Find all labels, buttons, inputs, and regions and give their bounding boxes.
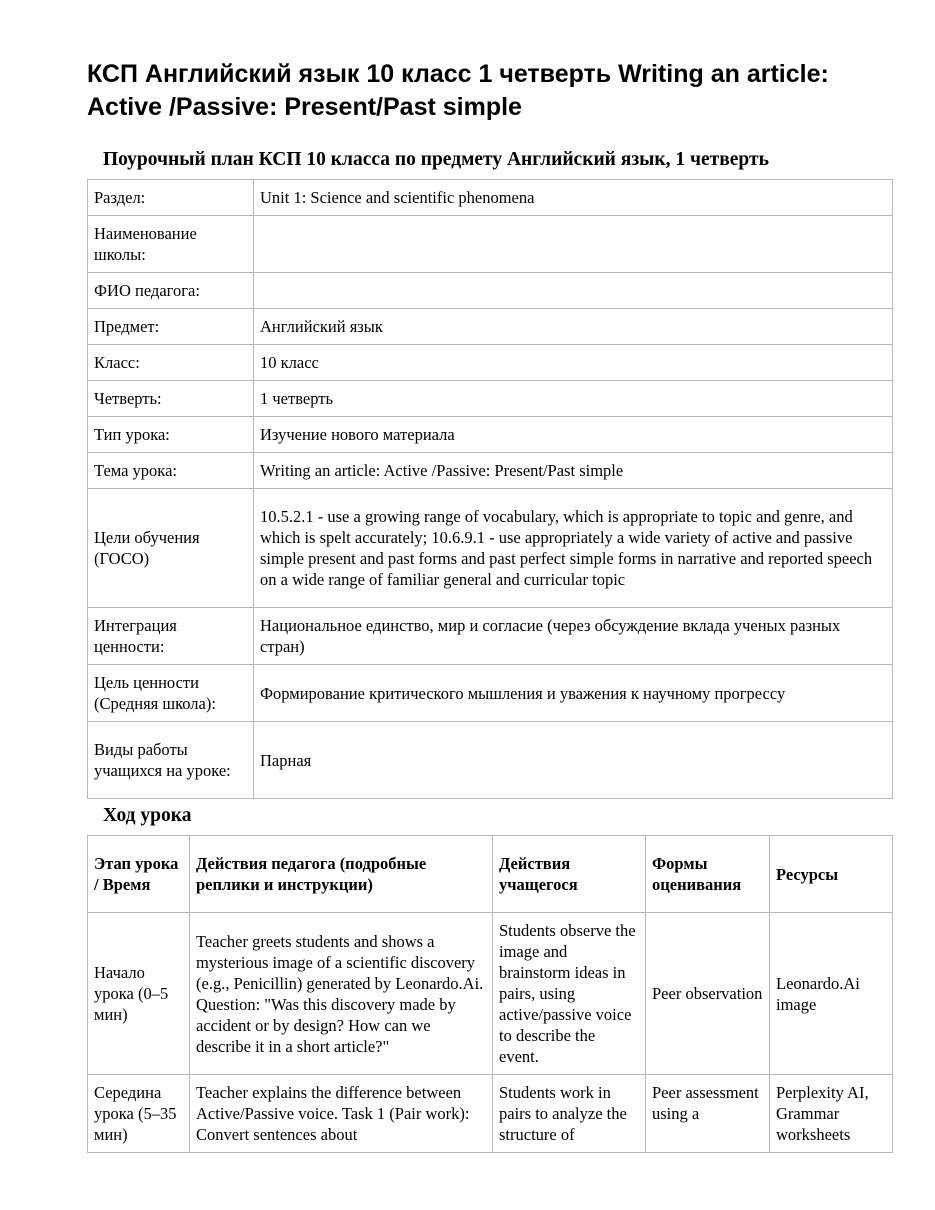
info-label: ФИО педагога: — [88, 273, 254, 309]
info-row-grade — [88, 345, 893, 381]
info-row-objectives — [88, 489, 893, 608]
header-student-actions: Действия учащегося — [493, 836, 646, 913]
flow-teacher: Teacher greets students and shows a mysterious image of a scientific discovery (e.g., Penicillin) generated by Leonardo.Ai. Question: "Was this discovery made by accident or by design? How can we describe it in a short article?" — [190, 913, 493, 1075]
flow-row-middle — [88, 1075, 893, 1153]
info-value — [254, 216, 893, 273]
lesson-info-table — [87, 179, 893, 799]
header-teacher-actions: Действия педагога (подробные реплики и инструкции) — [190, 836, 493, 913]
info-value: 1 четверть — [254, 381, 893, 417]
info-value: Изучение нового материала — [254, 417, 893, 453]
info-row-quarter — [88, 381, 893, 417]
info-label: Интеграция ценности: — [88, 608, 254, 665]
header-resources: Ресурсы — [770, 836, 893, 913]
info-value: Парная — [254, 722, 893, 799]
info-label: Наименование школы: — [88, 216, 254, 273]
flow-assessment: Peer observation — [646, 913, 770, 1075]
info-row-lesson-type — [88, 417, 893, 453]
flow-student: Students observe the image and brainstorm ideas in pairs, using active/passive voice to describe the event. — [493, 913, 646, 1075]
info-row-values-goal — [88, 665, 893, 722]
info-label: Раздел: — [88, 180, 254, 216]
info-row-values-integration — [88, 608, 893, 665]
flow-assessment: Peer assessment using a — [646, 1075, 770, 1153]
info-label: Тип урока: — [88, 417, 254, 453]
header-assessment: Формы оценивания — [646, 836, 770, 913]
flow-resources: Perplexity AI, Grammar worksheets — [770, 1075, 893, 1153]
document-title: КСП Английский язык 10 класс 1 четверть Writing an article: Active /Passive: Present/Past simple — [87, 60, 829, 121]
flow-stage: Начало урока (0–5 мин) — [88, 913, 190, 1075]
info-row-topic — [88, 453, 893, 489]
lesson-flow-table — [87, 835, 893, 1153]
flow-student: Students work in pairs to analyze the structure of — [493, 1075, 646, 1153]
info-label: Виды работы учащихся на уроке: — [88, 722, 254, 799]
info-label: Предмет: — [88, 309, 254, 345]
info-row-work-types — [88, 722, 893, 799]
info-row-section — [88, 180, 893, 216]
info-value: Английский язык — [254, 309, 893, 345]
info-value: Формирование критического мышления и уважения к научному прогрессу — [254, 665, 893, 722]
info-label: Цели обучения (ГОСО) — [88, 489, 254, 608]
info-value: 10 класс — [254, 345, 893, 381]
info-value — [254, 273, 893, 309]
header-stage: Этап урока / Время — [88, 836, 190, 913]
flow-resources: Leonardo.Ai image — [770, 913, 893, 1075]
info-label: Тема урока: — [88, 453, 254, 489]
info-row-teacher — [88, 273, 893, 309]
info-value: Unit 1: Science and scientific phenomena — [254, 180, 893, 216]
info-row-subject — [88, 309, 893, 345]
info-value: 10.5.2.1 - use a growing range of vocabulary, which is appropriate to topic and genre, and which is spelt accurately; 10.6.9.1 - use appropriately a wide variety of active and passive simple present and past forms and past perfect simple forms in narrative and reported speech on a wide range of familiar general and curricular topic — [254, 489, 893, 608]
info-label: Цель ценности (Средняя школа): — [88, 665, 254, 722]
flow-row-start — [88, 913, 893, 1075]
plan-heading: Поурочный план КСП 10 класса по предмету Английский язык, 1 четверть — [103, 149, 769, 170]
info-value: Writing an article: Active /Passive: Present/Past simple — [254, 453, 893, 489]
lesson-flow-heading: Ход урока — [103, 805, 192, 826]
flow-header-row — [88, 836, 893, 913]
info-value: Национальное единство, мир и согласие (через обсуждение вклада ученых разных стран) — [254, 608, 893, 665]
flow-stage: Середина урока (5–35 мин) — [88, 1075, 190, 1153]
info-label: Четверть: — [88, 381, 254, 417]
info-row-school — [88, 216, 893, 273]
flow-teacher: Teacher explains the difference between Active/Passive voice. Task 1 (Pair work): Convert sentences about — [190, 1075, 493, 1153]
info-label: Класс: — [88, 345, 254, 381]
